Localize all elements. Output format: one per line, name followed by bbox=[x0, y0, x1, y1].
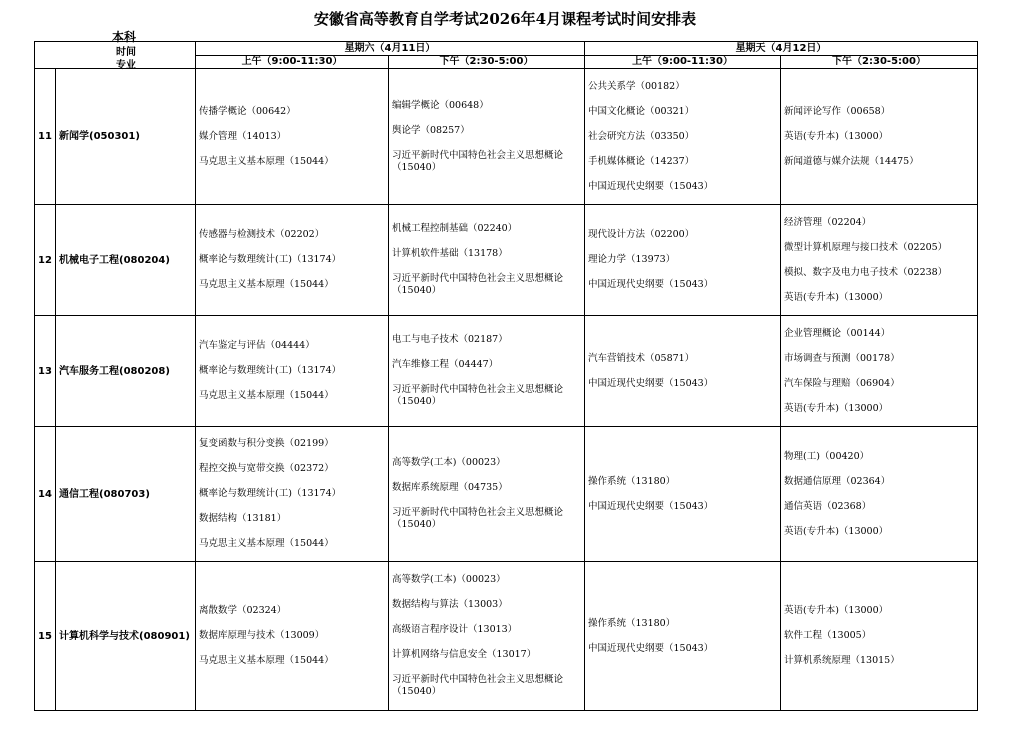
course-cell-sat-am bbox=[196, 69, 389, 205]
course-item: 市场调查与预测（00178） bbox=[784, 352, 900, 364]
course-cell-sun-am bbox=[585, 316, 781, 427]
course-item: 现代设计方法（02200） bbox=[588, 229, 695, 240]
course-cell-sat-am bbox=[196, 205, 389, 316]
course-item: 马克思主义基本原理（15044） bbox=[199, 655, 334, 666]
course-item: 模拟、数字及电力电子技术（02238） bbox=[784, 266, 948, 278]
row-number: 13 bbox=[35, 316, 56, 427]
course-item: 媒介管理（14013） bbox=[199, 130, 287, 142]
row-number: 12 bbox=[35, 205, 56, 316]
course-item: 英语(专升本)（13000） bbox=[784, 291, 889, 303]
slot-header-sun-pm: 下午（2:30-5:00） bbox=[781, 55, 978, 69]
course-item: 英语(专升本)（13000） bbox=[784, 525, 889, 537]
course-item: 舆论学（08257） bbox=[392, 124, 470, 136]
time-label: 时间 bbox=[116, 47, 136, 58]
course-item: 高等数学(工本)（00023） bbox=[392, 457, 506, 468]
slot-header-sun-am: 上午（9:00-11:30） bbox=[585, 55, 781, 69]
course-cell-sat-pm bbox=[389, 562, 585, 711]
page-title: 安徽省高等教育自学考试2026年4月课程考试时间安排表 bbox=[313, 10, 697, 28]
course-cell-sun-pm bbox=[781, 69, 978, 205]
course-item: 企业管理概论（00144） bbox=[784, 327, 891, 339]
course-item: 软件工程（13005） bbox=[784, 630, 872, 641]
course-item: 计算机网络与信息安全（13017） bbox=[392, 649, 537, 660]
course-item: 习近平新时代中国特色社会主义思想概论（15040） bbox=[392, 674, 564, 697]
course-cell-sat-am bbox=[196, 427, 389, 562]
table-row bbox=[35, 69, 978, 205]
course-item: 数据库系统原理（04735） bbox=[392, 482, 508, 493]
course-item: 数据结构与算法（13003） bbox=[392, 599, 508, 610]
course-item: 传感器与检测技术（02202） bbox=[199, 229, 325, 240]
course-item: 英语(专升本)（13000） bbox=[784, 605, 889, 616]
major-name: 新闻学(050301) bbox=[56, 69, 196, 205]
course-item: 数据结构（13181） bbox=[199, 513, 287, 524]
course-item: 马克思主义基本原理（15044） bbox=[199, 155, 334, 167]
course-cell-sat-pm bbox=[389, 205, 585, 316]
course-item: 中国近现代史纲要（15043） bbox=[588, 180, 714, 192]
course-item: 习近平新时代中国特色社会主义思想概论（15040） bbox=[392, 273, 564, 296]
course-item: 程控交换与宽带交换（02372） bbox=[199, 463, 334, 474]
course-item: 数据库原理与技术（13009） bbox=[199, 630, 325, 641]
course-item: 高等数学(工本)（00023） bbox=[392, 574, 506, 585]
level-label: 本科 bbox=[112, 30, 137, 44]
course-item: 数据通信原理（02364） bbox=[784, 475, 891, 487]
course-cell-sat-pm bbox=[389, 316, 585, 427]
course-item: 汽车保险与理赔（06904） bbox=[784, 377, 900, 389]
course-item: 手机媒体概论（14237） bbox=[588, 155, 695, 167]
table-row bbox=[35, 427, 978, 562]
course-item: 物理(工)（00420） bbox=[784, 450, 870, 462]
course-item: 理论力学（13973） bbox=[588, 254, 676, 265]
course-item: 新闻道德与媒介法规（14475） bbox=[784, 155, 919, 167]
course-item: 马克思主义基本原理（15044） bbox=[199, 279, 334, 290]
row-number: 14 bbox=[35, 427, 56, 562]
course-item: 公共关系学（00182） bbox=[588, 80, 685, 92]
course-item: 经济管理（02204） bbox=[784, 216, 872, 228]
course-cell-sun-am bbox=[585, 427, 781, 562]
course-item: 英语(专升本)（13000） bbox=[784, 402, 889, 414]
table-row bbox=[35, 316, 978, 427]
course-item: 编辑学概论（00648） bbox=[392, 99, 489, 111]
course-item: 传播学概论（00642） bbox=[199, 105, 296, 117]
course-item: 电工与电子技术（02187） bbox=[392, 334, 508, 345]
course-item: 中国近现代史纲要（15043） bbox=[588, 377, 714, 389]
course-cell-sat-am bbox=[196, 562, 389, 711]
course-item: 新闻评论写作（00658） bbox=[784, 105, 891, 117]
course-item: 计算机软件基础（13178） bbox=[392, 248, 508, 259]
course-item: 马克思主义基本原理（15044） bbox=[199, 538, 334, 549]
major-label: 专业 bbox=[116, 60, 136, 71]
course-item: 中国近现代史纲要（15043） bbox=[588, 279, 714, 290]
course-item: 英语(专升本)（13000） bbox=[784, 130, 889, 142]
course-item: 概率论与数理统计(工)（13174） bbox=[199, 254, 342, 265]
course-item: 计算机系统原理（13015） bbox=[784, 655, 900, 666]
table-row bbox=[35, 205, 978, 316]
course-item: 微型计算机原理与接口技术（02205） bbox=[784, 241, 948, 253]
slot-header-sat-pm: 下午（2:30-5:00） bbox=[389, 55, 585, 69]
course-item: 操作系统（13180） bbox=[588, 475, 676, 487]
course-item: 汽车营销技术（05871） bbox=[588, 352, 695, 364]
major-name: 通信工程(080703) bbox=[56, 427, 196, 562]
course-cell-sat-pm bbox=[389, 427, 585, 562]
course-item: 马克思主义基本原理（15044） bbox=[199, 390, 334, 401]
course-item: 离散数学（02324） bbox=[199, 605, 287, 616]
course-item: 社会研究方法（03350） bbox=[588, 130, 695, 142]
row-number: 15 bbox=[35, 562, 56, 711]
course-cell-sun-pm bbox=[781, 205, 978, 316]
row-number: 11 bbox=[35, 69, 56, 205]
course-cell-sun-am bbox=[585, 562, 781, 711]
course-item: 中国近现代史纲要（15043） bbox=[588, 642, 714, 654]
table-row bbox=[35, 562, 978, 711]
schedule-table bbox=[34, 41, 978, 711]
course-item: 习近平新时代中国特色社会主义思想概论（15040） bbox=[392, 384, 564, 407]
course-item: 操作系统（13180） bbox=[588, 617, 676, 629]
course-item: 习近平新时代中国特色社会主义思想概论（15040） bbox=[392, 149, 564, 173]
major-name: 机械电子工程(080204) bbox=[56, 205, 196, 316]
course-item: 中国文化概论（00321） bbox=[588, 105, 695, 117]
course-cell-sun-am bbox=[585, 205, 781, 316]
course-item: 汽车维修工程（04447） bbox=[392, 359, 499, 370]
course-cell-sun-pm bbox=[781, 562, 978, 711]
major-name: 汽车服务工程(080208) bbox=[56, 316, 196, 427]
course-item: 高级语言程序设计（13013） bbox=[392, 624, 518, 635]
course-item: 概率论与数理统计(工)（13174） bbox=[199, 365, 342, 376]
day-header-saturday: 星期六（4月11日） bbox=[196, 42, 585, 56]
course-item: 通信英语（02368） bbox=[784, 500, 872, 512]
course-item: 习近平新时代中国特色社会主义思想概论（15040） bbox=[392, 507, 564, 530]
corner-header-cell bbox=[35, 42, 196, 69]
course-item: 复变函数与积分变换（02199） bbox=[199, 438, 334, 449]
major-name: 计算机科学与技术(080901) bbox=[56, 562, 196, 711]
course-item: 中国近现代史纲要（15043） bbox=[588, 500, 714, 512]
day-header-sunday: 星期天（4月12日） bbox=[585, 42, 978, 56]
course-item: 机械工程控制基础（02240） bbox=[392, 223, 518, 234]
course-cell-sat-pm bbox=[389, 69, 585, 205]
course-item: 汽车鉴定与评估（04444） bbox=[199, 340, 315, 351]
course-item: 概率论与数理统计(工)（13174） bbox=[199, 488, 342, 499]
slot-header-sat-am: 上午（9:00-11:30） bbox=[196, 55, 389, 69]
course-cell-sun-pm bbox=[781, 427, 978, 562]
course-cell-sun-pm bbox=[781, 316, 978, 427]
course-cell-sat-am bbox=[196, 316, 389, 427]
course-cell-sun-am bbox=[585, 69, 781, 205]
